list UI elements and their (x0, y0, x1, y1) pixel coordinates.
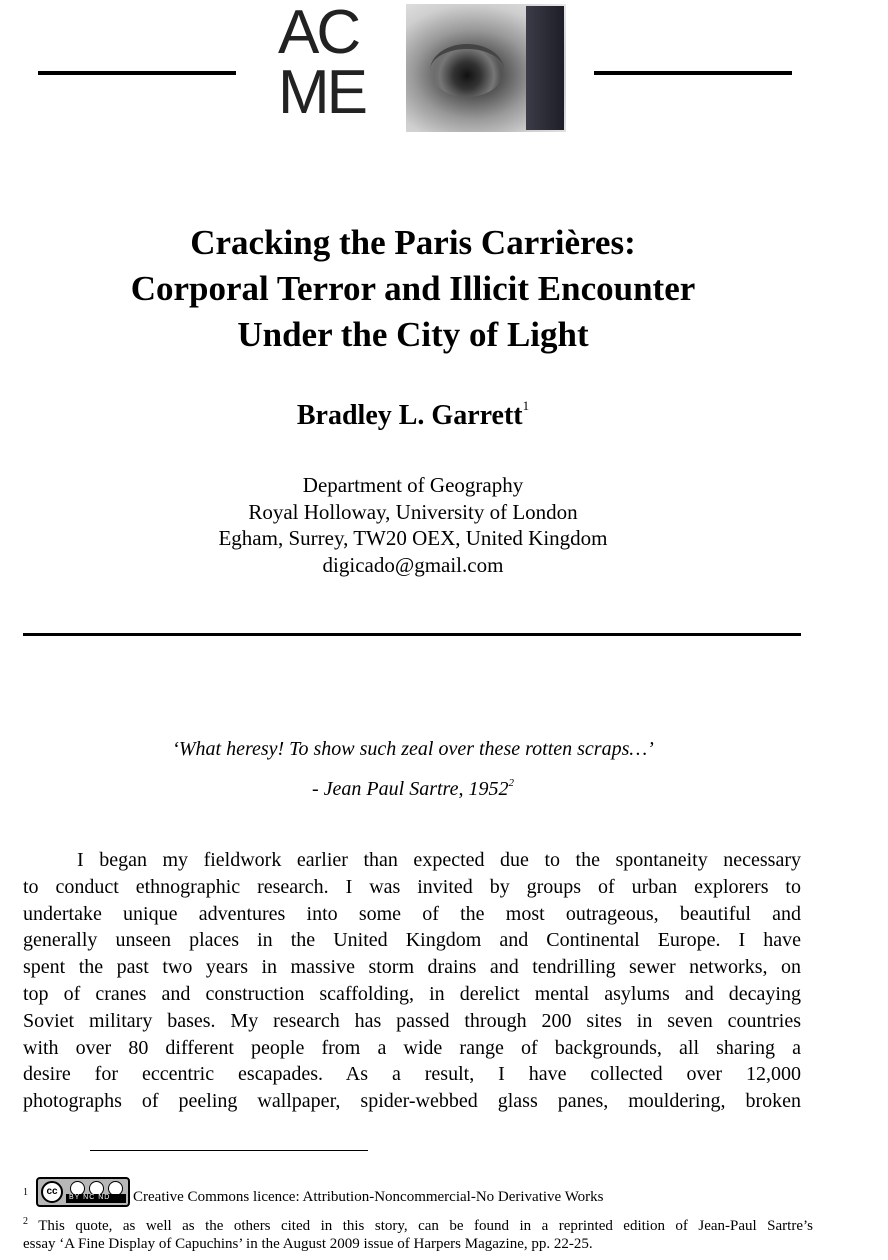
author (0, 398, 826, 432)
affiliation-address: Egham, Surrey, TW20 OEX, United Kingdom (218, 526, 608, 550)
affiliation (0, 472, 826, 578)
body-line: top of cranes and construction scaffolding, in derelict mental asylums and decaying (23, 982, 801, 1005)
footnote-1-mark: 1 (23, 1187, 28, 1198)
body-line: spent the past two years in massive storm drains and tendrilling sewer networks, on (23, 956, 801, 979)
footnote-rule (90, 1150, 368, 1151)
author-footnote-mark: 1 (522, 398, 530, 413)
header-rule-left (38, 71, 236, 75)
footnote-1-text: Creative Commons licence: Attribution-Noncommercial-No Derivative Works (133, 1189, 604, 1205)
body-line: Soviet military bases. My research has passed through 200 sites in seven countries (23, 1009, 801, 1032)
epigraph-quote: ‘What heresy! To show such zeal over these rotten scraps…’ (172, 738, 654, 760)
footnote-2 (23, 1213, 813, 1253)
affiliation-department: Department of Geography (302, 473, 524, 497)
epigraph-attribution: - Jean Paul Sartre, 1952 (312, 778, 509, 800)
title-divider (23, 633, 801, 636)
cc-logo-icon: cc (41, 1181, 63, 1203)
logo-box-side (526, 6, 564, 130)
title-line-2: Corporal Terror and Illicit Encounter (130, 269, 696, 308)
cc-badge-label-bar (66, 1194, 126, 1203)
body-line: undertake unique adventures into some of the most outrageous, beautiful and (23, 902, 801, 925)
creative-commons-badge-icon[interactable] (36, 1177, 130, 1207)
footnote-2-line-2: essay ‘A Fine Display of Capuchins’ in the August 2009 issue of Harpers Magazine, pp. 22-25. (23, 1236, 593, 1252)
body-line: to conduct ethnographic research. I was invited by groups of urban explorers to (23, 875, 801, 898)
body-line: desire for eccentric escapades. As a result, I have collected over 12,000 (23, 1063, 801, 1086)
cc-badge-labels: BY NC ND (69, 1194, 111, 1201)
footnote-1 (23, 1177, 813, 1207)
title-line-3: Under the City of Light (237, 315, 589, 354)
footnote-2-text-1: This quote, as well as the others cited in this story, can be found in a reprinted edition of Jean-Paul Sartre’s (38, 1218, 813, 1234)
author-name: Bradley L. Garrett (296, 400, 523, 431)
logo-eye-icon (430, 44, 504, 97)
logo-line-2: ME (278, 58, 365, 127)
body-line: generally unseen places in the United Kingdom and Continental Europe. I have (23, 929, 801, 952)
logo-line-1: AC (278, 0, 359, 67)
footnote-2-line-1 (23, 1213, 813, 1235)
body-line: photographs of peeling wallpaper, spider-webbed glass panes, mouldering, broken (23, 1090, 801, 1113)
epigraph-attribution-line (0, 766, 826, 806)
epigraph-footnote-mark: 2 (508, 777, 514, 789)
logo-wordmark (278, 0, 365, 127)
acme-logo (278, 0, 566, 132)
affiliation-institution: Royal Holloway, University of London (248, 499, 578, 524)
body-paragraph (23, 847, 801, 1115)
body-line: I began my fieldwork earlier than expected due to the spontaneity necessary (77, 849, 801, 871)
header-rule-right (594, 71, 792, 75)
footnote-2-mark: 2 (23, 1216, 28, 1227)
body-line: with over 80 different people from a wide range of backgrounds, all sharing a (23, 1036, 801, 1059)
affiliation-email[interactable]: digicado@gmail.com (322, 552, 504, 577)
article-title (0, 220, 826, 358)
title-line-1: Cracking the Paris Carrières: (190, 223, 636, 262)
epigraph (0, 732, 826, 806)
